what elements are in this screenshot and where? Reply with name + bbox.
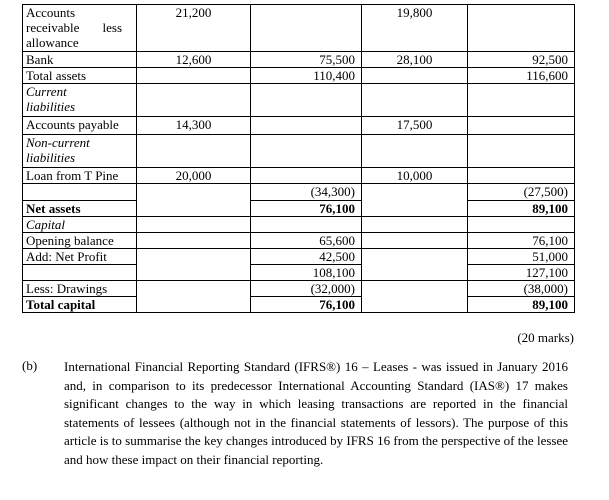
row-label: Add: Net Profit [23,249,137,265]
row-label: Net assets [23,201,137,217]
cell-value: 116,600 [468,68,575,84]
row-label: Less: Drawings [23,281,137,297]
row-label: Non-current liabilities [23,135,137,168]
cell-value: 14,300 [137,117,251,135]
row-label: Current liabilities [23,84,137,117]
cell-value: 76,100 [251,201,362,217]
row-label: Loan from T Pine [23,168,137,184]
cell-value: 76,100 [251,297,362,313]
table-row [23,117,575,135]
cell-value [251,5,362,52]
cell-value: 75,500 [251,52,362,68]
cell-value: 65,600 [251,233,362,249]
question-part-b [22,358,568,469]
row-label: Opening balance [23,233,137,249]
table-row [23,168,575,184]
cell-value: (32,000) [251,281,362,297]
table-row [23,249,575,265]
table-row [23,184,575,201]
row-label: Total assets [23,68,137,84]
table-row [23,217,575,233]
cell-value: 21,200 [137,5,251,52]
balance-sheet-table [22,4,575,313]
table-row [23,281,575,297]
table-row [23,52,575,68]
table-row [23,201,575,217]
table-row [23,265,575,281]
table-row [23,5,575,52]
table-row [23,84,575,117]
cell-value: 20,000 [137,168,251,184]
cell-value: (38,000) [468,281,575,297]
cell-value: 89,100 [468,201,575,217]
cell-value: (34,300) [251,184,362,201]
cell-value: 28,100 [362,52,468,68]
row-label: Capital [23,217,137,233]
cell-value: (27,500) [468,184,575,201]
row-label: Accounts payable [23,117,137,135]
cell-value: 127,100 [468,265,575,281]
cell-value: 12,600 [137,52,251,68]
part-label: (b) [22,358,38,373]
table-row [23,233,575,249]
cell-value: 76,100 [468,233,575,249]
cell-value: 17,500 [362,117,468,135]
cell-value: 92,500 [468,52,575,68]
cell-value: 89,100 [468,297,575,313]
cell-value: 110,400 [251,68,362,84]
marks-label: (20 marks) [517,330,574,345]
cell-value: 108,100 [251,265,362,281]
table-row [23,68,575,84]
cell-value: 10,000 [362,168,468,184]
row-label: Bank [23,52,137,68]
cell-value [468,5,575,52]
row-label: Total capital [23,297,137,313]
cell-value: 51,000 [468,249,575,265]
table-row [23,135,575,168]
part-b-text: International Financial Reporting Standard (IFRS®) 16 – Leases - was issued in January 2016 and, in comparison to its predecessor International Accounting Standard (IAS®) 17 makes significant changes to the way in which leasing transactions are reported in the financial statements of lessees (although not in the financial statements of lessors). The purpose of this article is to summarise the key changes introduced by IFRS 16 from the perspective of the lessee and how these impact on their financial reporting. [64,359,568,467]
row-label: Accounts receivable less allowance [23,5,137,52]
cell-value: 42,500 [251,249,362,265]
cell-value: 19,800 [362,5,468,52]
table-row [23,297,575,313]
